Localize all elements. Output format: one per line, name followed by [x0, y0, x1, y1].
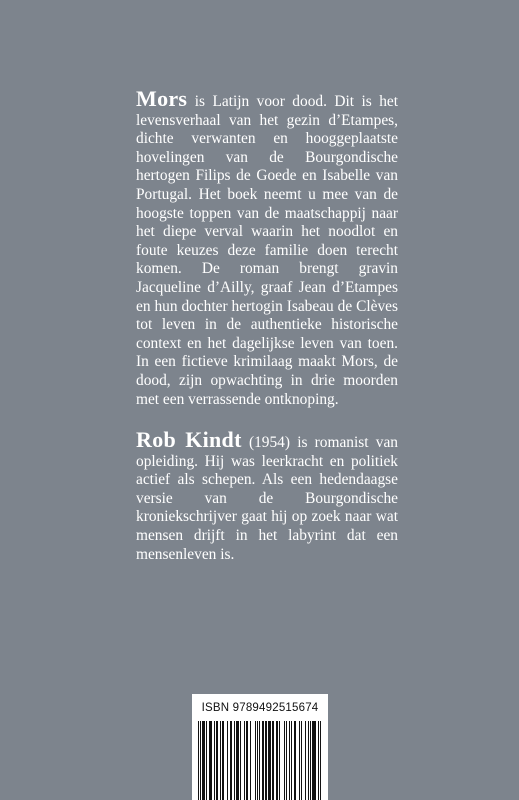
- synopsis-text: is Latijn voor dood. Dit is het levensverhaal van het gezin d’Etampes, dichte verwanten en hooggeplaatste hovelingen van de Bourgondische hertogen Filips de Goede en Isabelle van Portugal. Het boek neemt u mee van de hoogste toppen van de maatschappij naar het diepe verval waarin het noodlot en foute keuzes deze familie doen terecht komen. De roman brengt gravin Jacqueline d’Ailly, graaf Jean d’Etampes en hun dochter hertogin Isabeau de Clèves tot leven in de authentieke historische context en het dagelijkse leven van toen. In een fictieve krimilaag maakt Mors, de dood, zijn opwachting in drie moorden met een verrassende ontknoping.: [136, 93, 398, 408]
- synopsis-paragraph: [136, 86, 398, 409]
- author-bio-text: (1954) is romanist van opleiding. Hij was leerkracht en politiek actief als schepen. Als een hedendaagse versie van de Bourgondische kroniekschrijver gaat hij op zoek naar wat mensen drijft in het labyrint dat een mensenleven is.: [136, 434, 398, 563]
- author-bio-paragraph: [136, 427, 398, 564]
- barcode-bar: [320, 721, 321, 800]
- author-name: Rob Kindt: [136, 427, 242, 453]
- back-cover-text: [136, 86, 398, 564]
- isbn-number: ISBN 9789492515674: [201, 702, 319, 714]
- barcode-icon: [198, 721, 322, 800]
- barcode-label: [192, 694, 328, 800]
- title-lead: Mors: [136, 86, 188, 111]
